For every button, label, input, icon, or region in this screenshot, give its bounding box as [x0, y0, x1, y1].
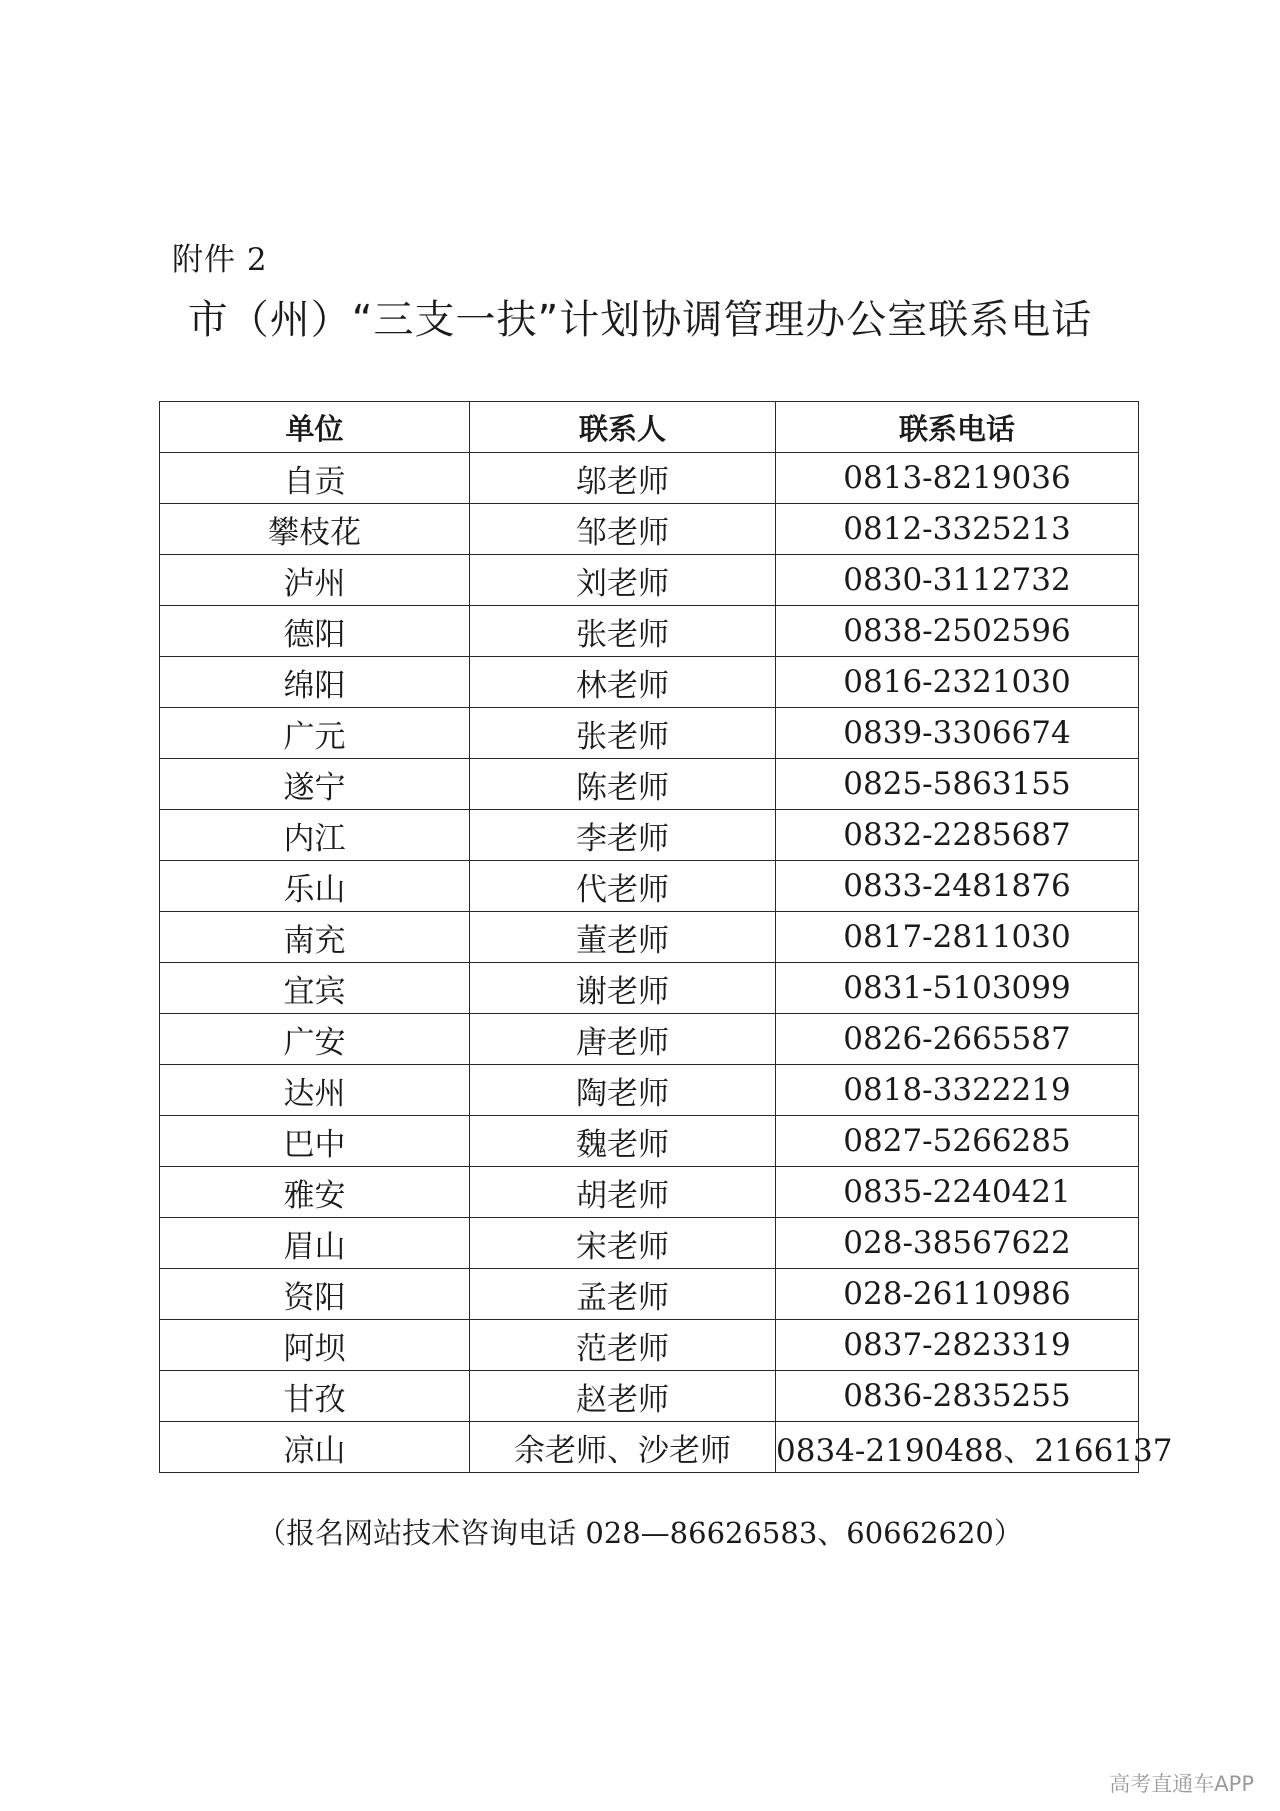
unit-cell: 达州: [160, 1065, 470, 1116]
unit-cell: 攀枝花: [160, 504, 470, 555]
contact-person-cell: 范老师: [470, 1320, 776, 1371]
table-row: [160, 1320, 1139, 1371]
table-row: [160, 1167, 1139, 1218]
unit-cell: 南充: [160, 912, 470, 963]
contact-person-cell: 林老师: [470, 657, 776, 708]
table-row: [160, 504, 1139, 555]
table-row: [160, 1116, 1139, 1167]
contact-person-cell: 邹老师: [470, 504, 776, 555]
phone-cell: 0816-2321030: [776, 657, 1139, 708]
phone-cell: 0818-3322219: [776, 1065, 1139, 1116]
contact-person-cell: 董老师: [470, 912, 776, 963]
contact-person-cell: 张老师: [470, 708, 776, 759]
contact-person-cell: 胡老师: [470, 1167, 776, 1218]
header-phone: 联系电话: [776, 402, 1139, 453]
contact-person-cell: 赵老师: [470, 1371, 776, 1422]
table-row: [160, 555, 1139, 606]
attachment-label: 附件 2: [172, 242, 268, 278]
table-row: [160, 759, 1139, 810]
phone-cell: 028-26110986: [776, 1269, 1139, 1320]
phone-cell: 0834-2190488、2166137: [776, 1422, 1139, 1473]
phone-cell: 0812-3325213: [776, 504, 1139, 555]
contact-person-cell: 代老师: [470, 861, 776, 912]
unit-cell: 乐山: [160, 861, 470, 912]
table-row: [160, 861, 1139, 912]
table-row: [160, 708, 1139, 759]
unit-cell: 广元: [160, 708, 470, 759]
phone-cell: 0813-8219036: [776, 453, 1139, 504]
phone-cell: 0833-2481876: [776, 861, 1139, 912]
watermark: 高考直通车APP: [1109, 1772, 1254, 1796]
unit-cell: 巴中: [160, 1116, 470, 1167]
document-title: 市（州）“三支一扶”计划协调管理办公室联系电话: [187, 297, 1093, 343]
contact-person-cell: 谢老师: [470, 963, 776, 1014]
contact-person-cell: 李老师: [470, 810, 776, 861]
unit-cell: 眉山: [160, 1218, 470, 1269]
table-row: [160, 1065, 1139, 1116]
unit-cell: 资阳: [160, 1269, 470, 1320]
unit-cell: 内江: [160, 810, 470, 861]
phone-cell: 0839-3306674: [776, 708, 1139, 759]
unit-cell: 阿坝: [160, 1320, 470, 1371]
table-row: [160, 912, 1139, 963]
header-unit: 单位: [160, 402, 470, 453]
unit-cell: 遂宁: [160, 759, 470, 810]
table-row: [160, 1422, 1139, 1473]
phone-cell: 0825-5863155: [776, 759, 1139, 810]
phone-cell: 0835-2240421: [776, 1167, 1139, 1218]
contact-table: [159, 401, 1173, 1473]
contact-person-cell: 陈老师: [470, 759, 776, 810]
phone-cell: 0838-2502596: [776, 606, 1139, 657]
phone-cell: 0826-2665587: [776, 1014, 1139, 1065]
table-header: [160, 402, 1139, 453]
phone-cell: 0836-2835255: [776, 1371, 1139, 1422]
contact-person-cell: 陶老师: [470, 1065, 776, 1116]
contact-person-cell: 张老师: [470, 606, 776, 657]
phone-cell: 0830-3112732: [776, 555, 1139, 606]
unit-cell: 甘孜: [160, 1371, 470, 1422]
contact-person-cell: 魏老师: [470, 1116, 776, 1167]
contact-person-cell: 余老师、沙老师: [470, 1422, 776, 1473]
unit-cell: 凉山: [160, 1422, 470, 1473]
unit-cell: 泸州: [160, 555, 470, 606]
unit-cell: 雅安: [160, 1167, 470, 1218]
table-row: [160, 1371, 1139, 1422]
phone-cell: 0832-2285687: [776, 810, 1139, 861]
header-contact-person: 联系人: [470, 402, 776, 453]
unit-cell: 绵阳: [160, 657, 470, 708]
table-row: [160, 1218, 1139, 1269]
table-row: [160, 810, 1139, 861]
phone-cell: 0827-5266285: [776, 1116, 1139, 1167]
table-row: [160, 963, 1139, 1014]
unit-cell: 德阳: [160, 606, 470, 657]
phone-cell: 028-38567622: [776, 1218, 1139, 1269]
contact-person-cell: 宋老师: [470, 1218, 776, 1269]
unit-cell: 自贡: [160, 453, 470, 504]
table-row: [160, 657, 1139, 708]
footnote: （报名网站技术咨询电话 028—86626583、60662620）: [257, 1516, 1023, 1550]
table-row: [160, 453, 1139, 504]
unit-cell: 宜宾: [160, 963, 470, 1014]
contact-person-cell: 邬老师: [470, 453, 776, 504]
contact-person-cell: 刘老师: [470, 555, 776, 606]
header-row: [160, 402, 1139, 453]
contact-person-cell: 唐老师: [470, 1014, 776, 1065]
table-row: [160, 1269, 1139, 1320]
table-row: [160, 1014, 1139, 1065]
phone-cell: 0837-2823319: [776, 1320, 1139, 1371]
phone-cell: 0817-2811030: [776, 912, 1139, 963]
contact-person-cell: 孟老师: [470, 1269, 776, 1320]
phone-cell: 0831-5103099: [776, 963, 1139, 1014]
table-row: [160, 606, 1139, 657]
table-body: [160, 453, 1173, 1473]
unit-cell: 广安: [160, 1014, 470, 1065]
